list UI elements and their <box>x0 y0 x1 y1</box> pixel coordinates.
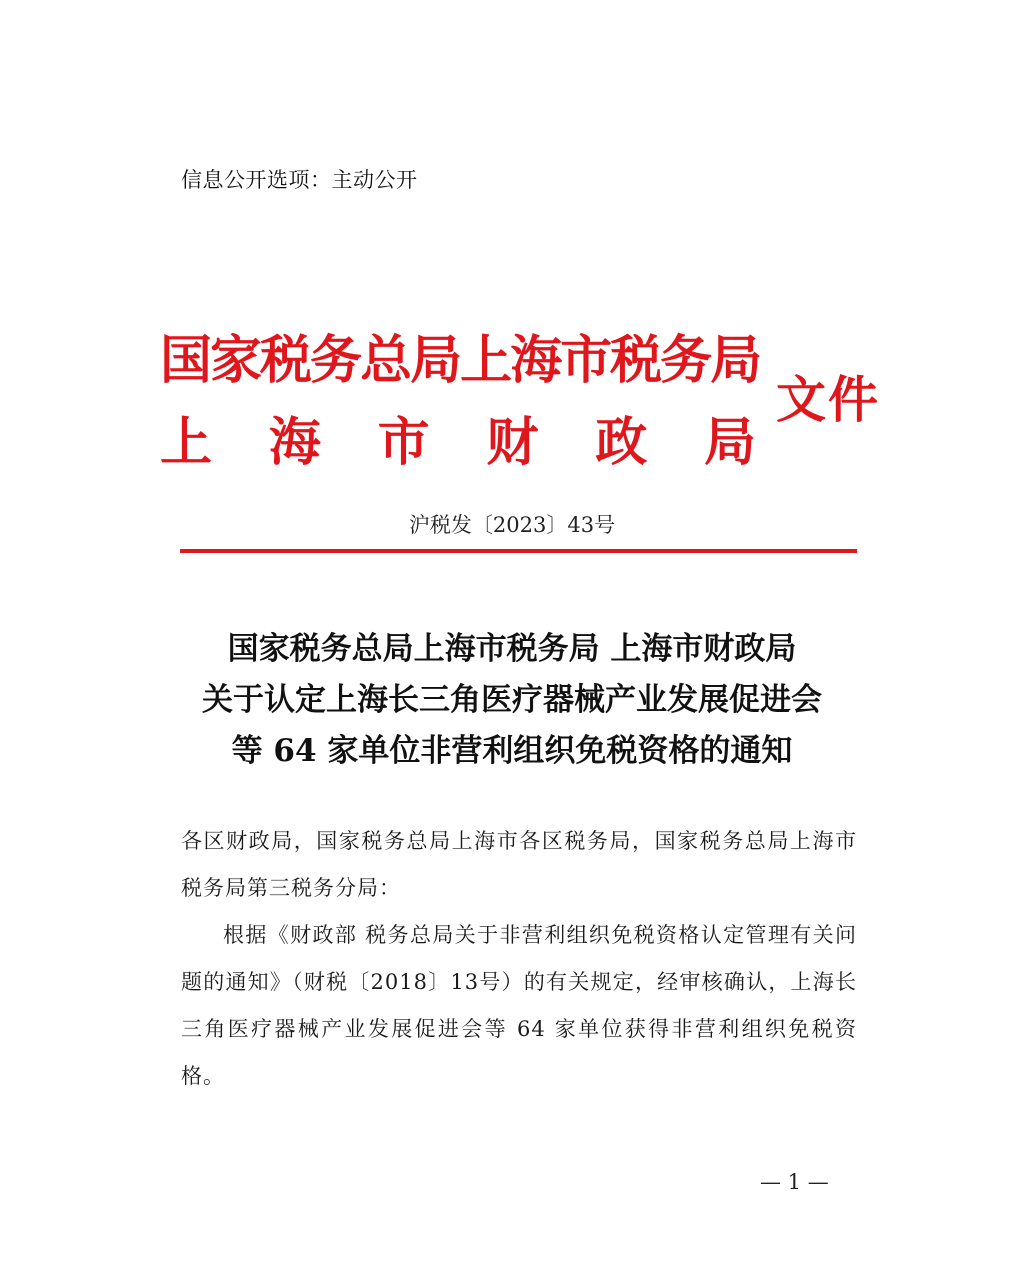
org1-char: 局 <box>710 330 761 391</box>
org1-char: 上 <box>460 330 511 391</box>
org1-char: 税 <box>610 330 661 391</box>
org1-char: 局 <box>410 330 461 391</box>
document-number: 沪税发〔2023〕43号 <box>408 513 616 537</box>
org2-char: 上 <box>160 412 213 473</box>
addressee-paragraph: 各区财政局，国家税务总局上海市各区税务局，国家税务总局上海市税务局第三税务分局： <box>181 829 857 900</box>
document-type-label: 文件 <box>776 370 880 429</box>
org1-char: 家 <box>210 330 261 391</box>
issuing-org-line-1 <box>160 318 760 393</box>
red-divider-line <box>180 549 857 553</box>
org2-char: 海 <box>268 412 321 473</box>
title-line: 国家税务总局上海市税务局 上海市财政局 <box>227 631 797 667</box>
org2-char: 市 <box>377 412 430 473</box>
org2-char: 财 <box>486 412 539 473</box>
document-body <box>181 818 857 1100</box>
org1-char: 务 <box>660 330 711 391</box>
title-line: 关于认定上海长三角医疗器械产业发展促进会 <box>202 682 822 718</box>
org1-char: 国 <box>160 330 211 391</box>
org2-char: 局 <box>703 412 756 473</box>
body-paragraph: 根据《财政部 税务总局关于非营利组织免税资格认定管理有关问题的通知》（财税〔2018〕13号）的有关规定，经审核确认，上海长三角医疗器械产业发展促进会等 64 家单位获得非营利组织免税资格。 <box>181 923 857 1088</box>
org1-char: 市 <box>560 330 611 391</box>
org1-char: 总 <box>360 330 411 391</box>
title-line: 等 64 家单位非营利组织免税资格的通知 <box>231 733 793 769</box>
org1-char: 税 <box>260 330 311 391</box>
org1-char: 务 <box>310 330 361 391</box>
issuing-org-line-2 <box>160 400 756 475</box>
org1-char: 海 <box>510 330 561 391</box>
document-title <box>150 624 874 777</box>
org2-char: 政 <box>595 412 648 473</box>
page-number: — 1 — <box>760 1170 829 1194</box>
disclosure-option: 信息公开选项：主动公开 <box>181 168 418 192</box>
